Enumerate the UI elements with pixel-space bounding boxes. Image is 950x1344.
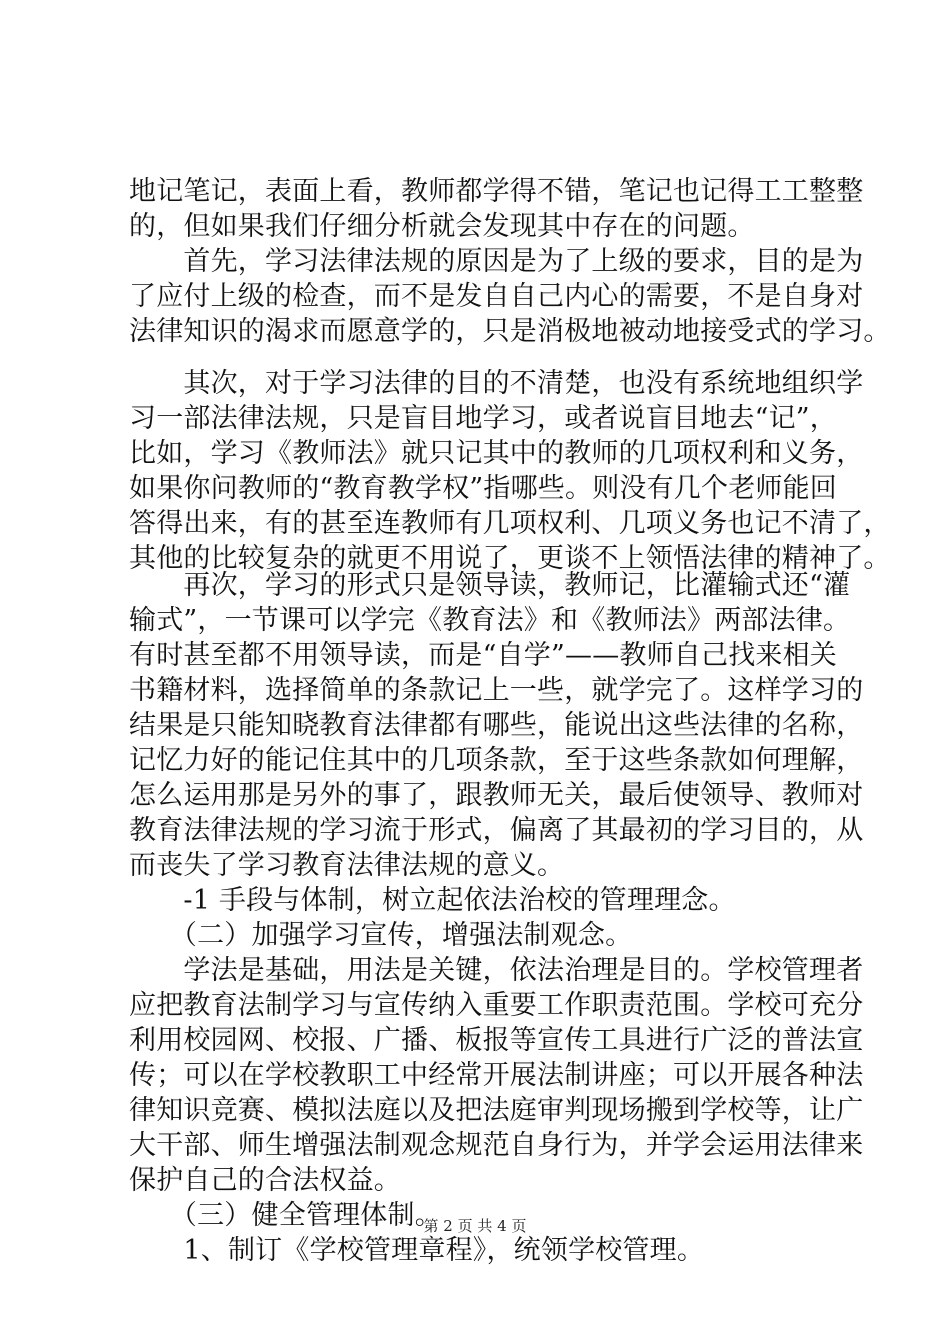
text-line: 比如，学习《教师法》就只记其中的教师的几项权利和义务， [129,438,864,469]
text-line: 法律知识的渴求而愿意学的，只是消极地被动地接受式的学习。 [129,316,891,347]
text-line: 应把教育法制学习与宣传纳入重要工作职责范围。学校可充分 [129,990,864,1021]
text-line: 习一部法律法规，只是盲目地学习，或者说盲目地去“记”， [129,403,838,434]
text-line: 答得出来，有的甚至连教师有几项权利、几项义务也记不清了， [129,508,891,539]
text-line: 地记笔记，表面上看，教师都学得不错，笔记也记得工工整整 [129,176,864,207]
text-line: 输式”，一节课可以学完《教育法》和《教师法》两部法律。 [129,605,851,636]
text-line: 的，但如果我们仔细分析就会发现其中存在的问题。 [129,211,755,242]
text-line: 大干部、师生增强法制观念规范自身行为，并学会运用法律来 [129,1130,864,1161]
text-line: 有时甚至都不用领导读，而是“自学”——教师自己找来相关 [129,640,838,671]
text-line: 其次，对于学习法律的目的不清楚，也没有系统地组织学 [129,368,864,399]
text-line: 利用校园网、校报、广播、板报等宣传工具进行广泛的普法宣 [129,1025,864,1056]
text-line: 1、制订《学校管理章程》，统领学校管理。 [129,1235,705,1266]
text-line: -1 手段与体制，树立起依法治校的管理理念。 [129,885,736,916]
text-line: 律知识竞赛、模拟法庭以及把法庭审判现场搬到学校等，让广 [129,1095,864,1126]
section-heading: （二）加强学习宣传，增强法制观念。 [129,920,633,951]
text-line: 传；可以在学校教职工中经常开展法制讲座；可以开展各种法 [129,1060,864,1091]
section-heading: （三）健全管理体制。 [129,1200,442,1231]
text-line: 首先，学习法律法规的原因是为了上级的要求，目的是为 [129,246,864,277]
text-line: 书籍材料，选择简单的条款记上一些，就学完了。这样学习的 [129,675,864,706]
text-line: 教育法律法规的学习流于形式，偏离了其最初的学习目的，从 [129,815,864,846]
text-line: 了应付上级的检查，而不是发自自己内心的需要，不是自身对 [129,281,864,312]
text-line: 如果你问教师的“教育教学权”指哪些。则没有几个老师能回 [129,473,838,504]
text-line: 怎么运用那是另外的事了，跟教师无关，最后使领导、教师对 [129,780,864,811]
text-line: 记忆力好的能记住其中的几项条款，至于这些条款如何理解， [129,745,864,776]
text-line: 结果是只能知晓教育法律都有哪些，能说出这些法律的名称， [129,710,864,741]
page-number: 第 2 页 共 4 页 [423,1217,527,1235]
text-line: 再次，学习的形式只是领导读，教师记，比灌输式还“灌 [129,570,851,601]
text-line: 保护自己的合法权益。 [129,1165,401,1196]
text-line: 其他的比较复杂的就更不用说了，更谈不上领悟法律的精神了。 [129,543,891,574]
text-line: 学法是基础，用法是关键，依法治理是目的。学校管理者 [129,955,864,986]
text-line: 而丧失了学习教育法律法规的意义。 [129,850,565,881]
